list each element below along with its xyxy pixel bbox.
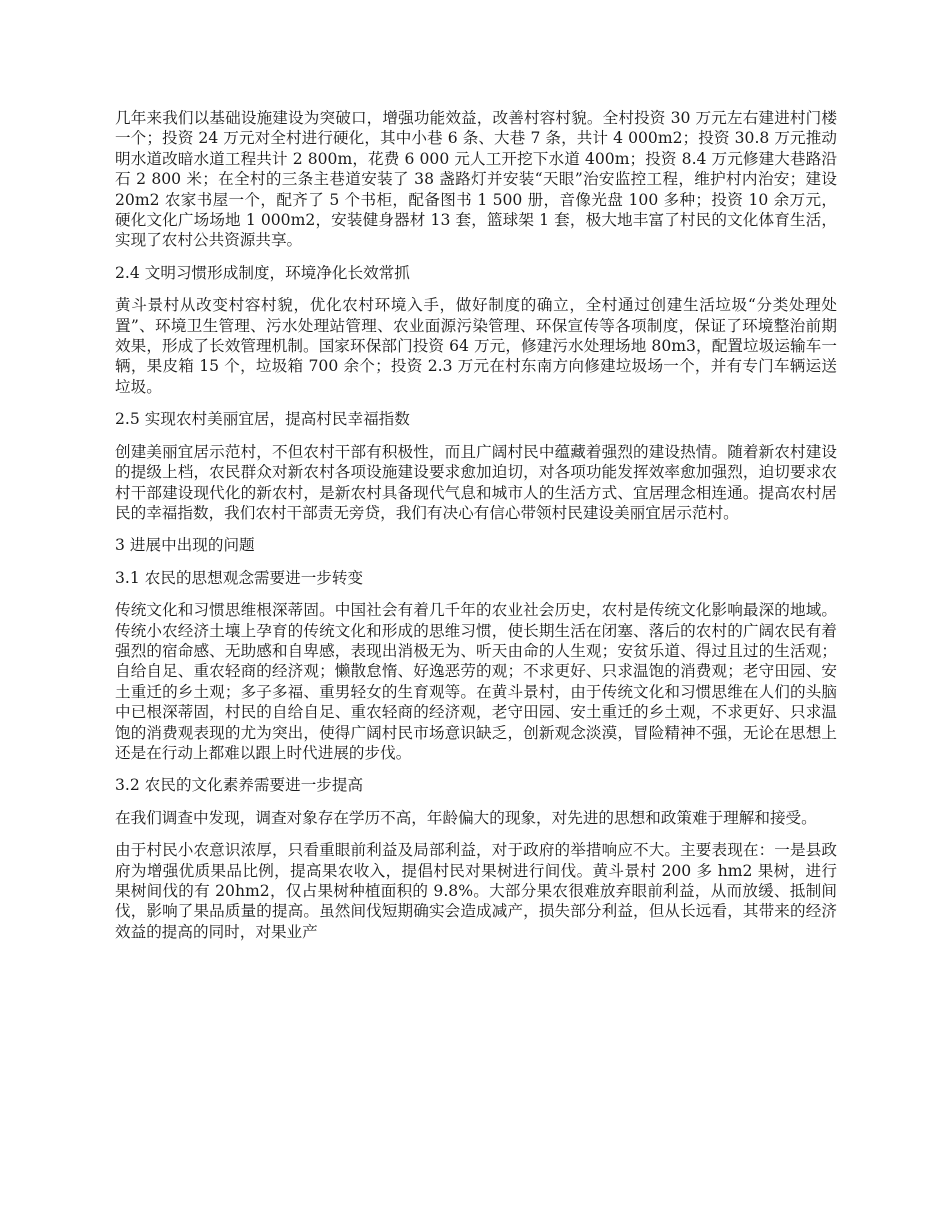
section-heading-3-2: 3.2 农民的文化素养需要进一步提高 bbox=[115, 776, 364, 795]
paragraph-traditional-thinking: 传统文化和习惯思维根深蒂固。中国社会有着几千年的农业社会历史，农村是传统文化影响最深的地域。传统小农经济土壤上孕育的传统文化和形成的思维习惯，使长期生活在闭塞、落后的农村的广阔农民有着强烈的宿命感、无助感和自卑感，表现出消极无为、听天由命的人生观；安贫乐道、得过且过的生活观；自给自足、重农轻商的经济观；懒散怠惰、好逸恶劳的观；不求更好、只求温饱的消费观；老守田园、安土重迁的乡土观；多子多福、重男轻女的生育观等。在黄斗景村，由于传统文化和习惯思维在人们的头脑中已根深蒂固，村民的自给自足、重农轻商的经济观，老守田园、安土重迁的乡土观，不求更好、只求温饱的消费观表现的尤为突出，使得广阔村民市场意识缺乏，创新观念淡漠，冒险精神不强，无论在思想上还是在行动上都难以跟上时代进展的步伐。 bbox=[115, 601, 837, 762]
paragraph-infrastructure: 几年来我们以基础设施建设为突破口，增强功能效益，改善村容村貌。全村投资 30 万元左右建进村门楼一个；投资 24 万元对全村进行硬化，其中小巷 6 条、大巷 7 条，共计 4 000m2；投资 30.8 万元推动明水道改暗水道工程共计 2 800m，花费 6 000 元人工开挖下水道 400m；投资 8.4 万元修建大巷路沿石 2 800 米；在全村的三条主巷道安装了 38 盏路灯并安装“天眼”治安监控工程，维护村内治安；建设 20m2 农家书屋一个，配齐了 5 个书柜，配备图书 1 500 册，音像光盘 100 多种；投资 10 余万元，硬化文化广场场地 1 000m2，安装健身器材 13 套，篮球架 1 套，极大地丰富了村民的文化体育生活，实现了农村公共资源共享。 bbox=[115, 109, 837, 250]
paragraph-livable-village: 创建美丽宜居示范村，不但农村干部有积极性，而且广阔村民中蕴藏着强烈的建设热情。随着新农村建设的提级上档，农民群众对新农村各项设施建设要求愈加迫切，对各项功能发挥效率愈加强烈，迫切要求农村干部建设现代化的新农村，是新农村具备现代气息和城市人的生活方式、宜居理念相连通。提高农村居民的幸福指数，我们农村干部责无旁贷，我们有决心有信心带领村民建设美丽宜居示范村。 bbox=[115, 442, 837, 522]
section-heading-3-1: 3.1 农民的思想观念需要进一步转变 bbox=[115, 568, 364, 587]
paragraph-fruit-thinning: 由于村民小农意识浓厚，只看重眼前利益及局部利益，对于政府的举措响应不大。主要表现在：一是县政府为增强优质果品比例，提高果农收入，提倡村民对果树进行间伐。黄斗景村 200 多 hm2 果树，进行果树间伐的有 20hm2，仅占果树种植面积的 9.8%。大部分果农很难放弃眼前利益，从而放缓、抵制间伐，影响了果品质量的提高。虽然间伐短期确实会造成减产，损失部分利益，但从长远看，其带来的经济效益的提高的同时，对果业产 bbox=[115, 841, 837, 941]
paragraph-environment: 黄斗景村从改变村容村貌，优化农村环境入手，做好制度的确立，全村通过创建生活垃圾“分类处理处置”、环境卫生管理、污水处理站管理、农业面源污染管理、环保宣传等各项制度，保证了环境整治前期效果，形成了长效管理机制。国家环保部门投资 64 万元，修建污水处理场地 80m3，配置垃圾运输车一辆，果皮箱 15 个，垃圾箱 700 余个；投资 2.3 万元在村东南方向修建垃圾场一个，并有专门车辆运送垃圾。 bbox=[115, 296, 837, 396]
paragraph-survey-findings: 在我们调查中发现，调查对象存在学历不高，年龄偏大的现象，对先进的思想和政策难于理解和接受。 bbox=[115, 808, 817, 827]
document-page bbox=[115, 108, 837, 954]
section-heading-2-5: 2.5 实现农村美丽宜居，提高村民幸福指数 bbox=[115, 410, 410, 429]
section-heading-3: 3 进展中出现的问题 bbox=[115, 536, 255, 555]
section-heading-2-4: 2.4 文明习惯形成制度，环境净化长效常抓 bbox=[115, 263, 410, 282]
